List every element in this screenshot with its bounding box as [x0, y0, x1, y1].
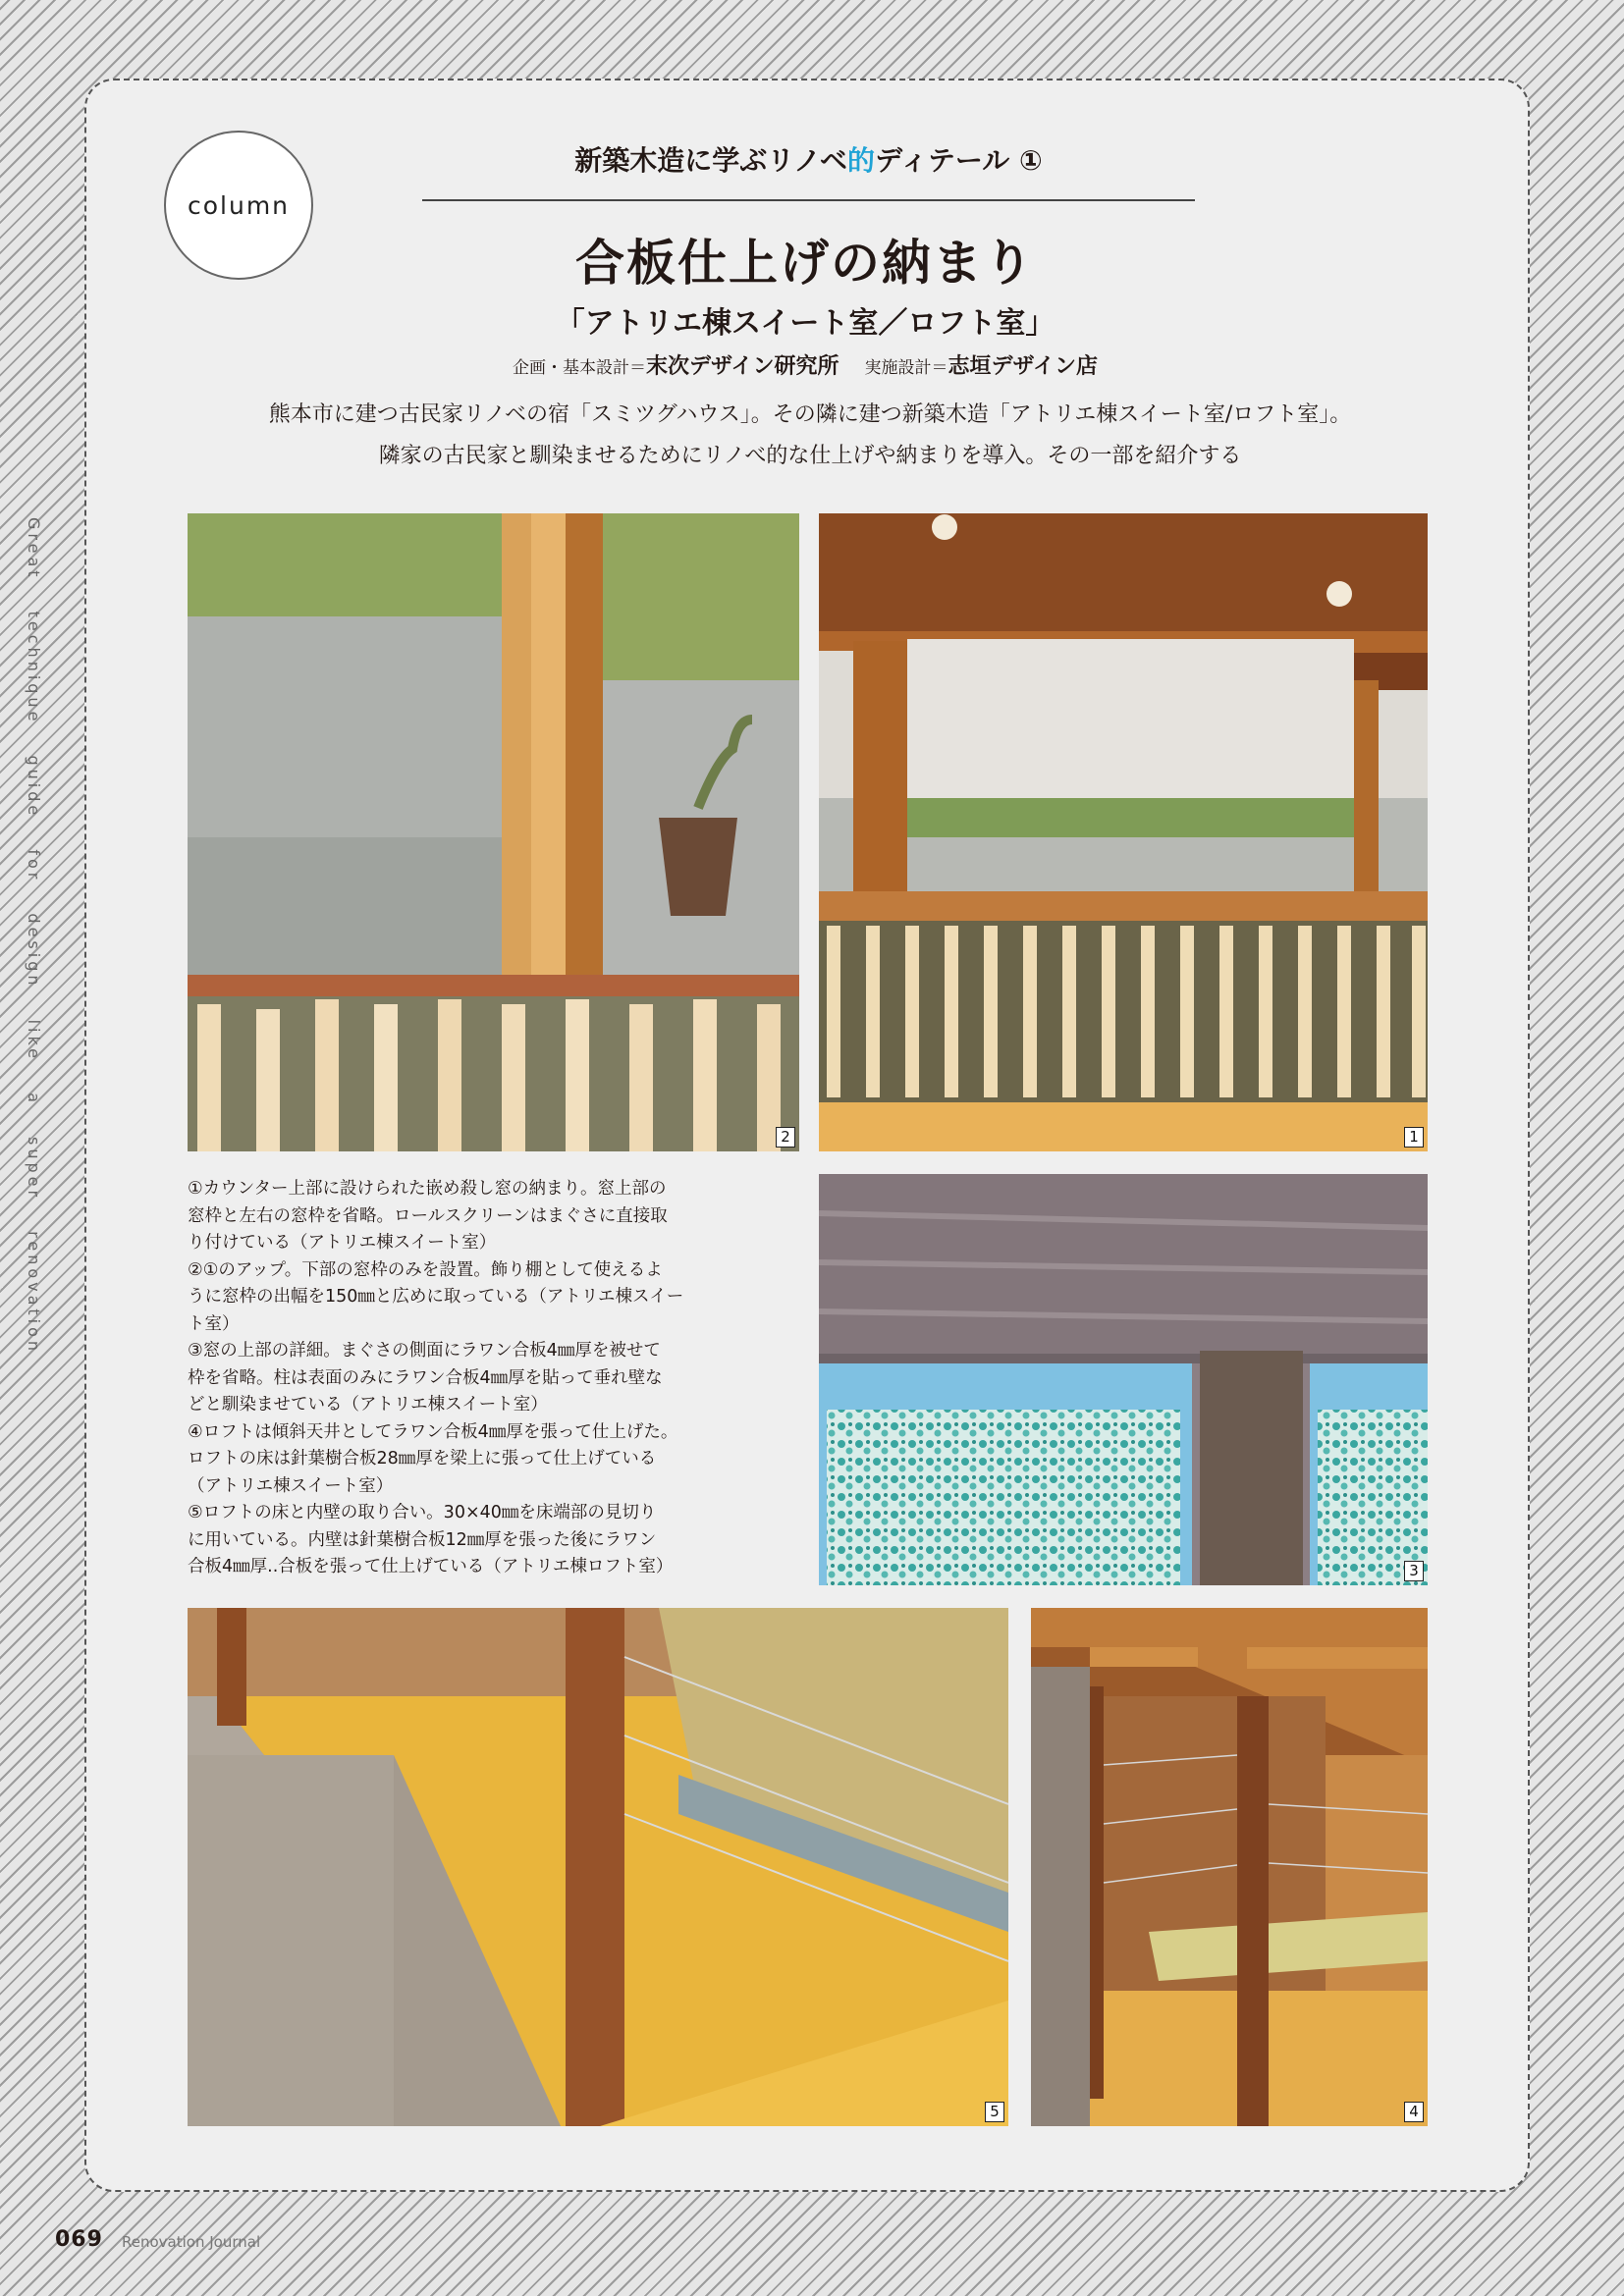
photo-4 [1031, 1608, 1428, 2126]
photo-1 [819, 513, 1428, 1151]
series-heading-before: 新築木造に学ぶリノベ [574, 144, 848, 177]
photo-2-image [188, 513, 799, 1151]
caption-line: ④ロフトは傾斜天井としてラワン合板4㎜厚を張って仕上げた。 [188, 1421, 678, 1442]
series-heading-after: ディテール ① [875, 144, 1043, 177]
caption-line: ⑤ロフトの床と内壁の取り合い。30×40㎜を床端部の見切り [188, 1503, 657, 1522]
photo-5-number: 5 [985, 2102, 1004, 2122]
caption-line: ト室） [188, 1313, 240, 1334]
photo-5 [188, 1608, 1008, 2126]
page-subtitle: 「アトリエ棟スイート室／ロフト室」 [555, 306, 1056, 341]
photo-3-image [819, 1174, 1428, 1585]
credit-name-1: 末次デザイン研究所 [646, 354, 839, 379]
caption-line: に用いている。内壁は針葉樹合板12㎜厚を張った後にラワン [188, 1529, 657, 1550]
page-number: 069 [55, 2227, 103, 2252]
heading-rule [422, 199, 1195, 201]
page-title: 合板仕上げの納まり [575, 235, 1035, 292]
photo-captions [188, 1176, 688, 1581]
caption-line: ③窓の上部の詳細。まぐさの側面にラワン合板4㎜厚を被せて [188, 1341, 661, 1361]
photo-1-image [819, 513, 1428, 1151]
photo-2 [188, 513, 799, 1151]
column-badge: column [164, 131, 313, 280]
photo-5-image [188, 1608, 1008, 2126]
intro-line-1: 熊本市に建つ古民家リノベの宿「スミツグハウス」。その隣に建つ新築木造「アトリエ棟スイート室/ロフト室」。 [268, 402, 1352, 427]
caption-line: り付けている（アトリエ棟スイート室） [188, 1233, 497, 1253]
journal-name: Renovation Journal [122, 2233, 261, 2251]
series-heading-accent: 的 [847, 144, 876, 177]
caption-line: うに窓枠の出幅を150㎜と広めに取っている（アトリエ棟スイー [188, 1287, 684, 1307]
caption-line: ロフトの床は針葉樹合板28㎜厚を梁上に張って仕上げている [188, 1449, 657, 1468]
intro-text [196, 395, 1424, 477]
credit-role-1: 企画・基本設計＝ [513, 358, 647, 378]
caption-line: 枠を省略。柱は表面のみにラワン合板4㎜厚を貼って垂れ壁な [188, 1367, 663, 1388]
caption-line: 窓枠と左右の窓枠を省略。ロールスクリーンはまぐさに直接取 [188, 1205, 668, 1226]
photo-4-image [1031, 1608, 1428, 2126]
series-heading [422, 139, 1195, 179]
photo-2-number: 2 [776, 1127, 795, 1148]
photo-3-number: 3 [1404, 1561, 1424, 1581]
photo-1-number: 1 [1404, 1127, 1424, 1148]
intro-line-2: 隣家の古民家と馴染ませるためにリノべ的な仕上げや納まりを導入。その一部を紹介する [378, 444, 1242, 468]
credit-role-2: 実施設計＝ [864, 358, 948, 378]
caption-line: （アトリエ棟スイート室） [188, 1475, 394, 1496]
caption-line: 合板4㎜厚..合板を張って仕上げている（アトリエ棟ロフト室） [188, 1557, 674, 1576]
photo-4-number: 4 [1404, 2102, 1424, 2122]
caption-line: ②①のアップ。下部の窓枠のみを設置。飾り棚として使えるよ [188, 1259, 663, 1280]
credits [226, 349, 1384, 380]
caption-line: ①カウンター上部に設けられた嵌め殺し窓の納まり。窓上部の [188, 1179, 667, 1199]
side-text: Great technique guide for design like a super renovation [25, 517, 43, 1356]
caption-line: どと馴染ませている（アトリエ棟スイート室） [188, 1395, 548, 1415]
photo-3 [819, 1174, 1428, 1585]
credit-name-2: 志垣デザイン店 [947, 354, 1098, 379]
